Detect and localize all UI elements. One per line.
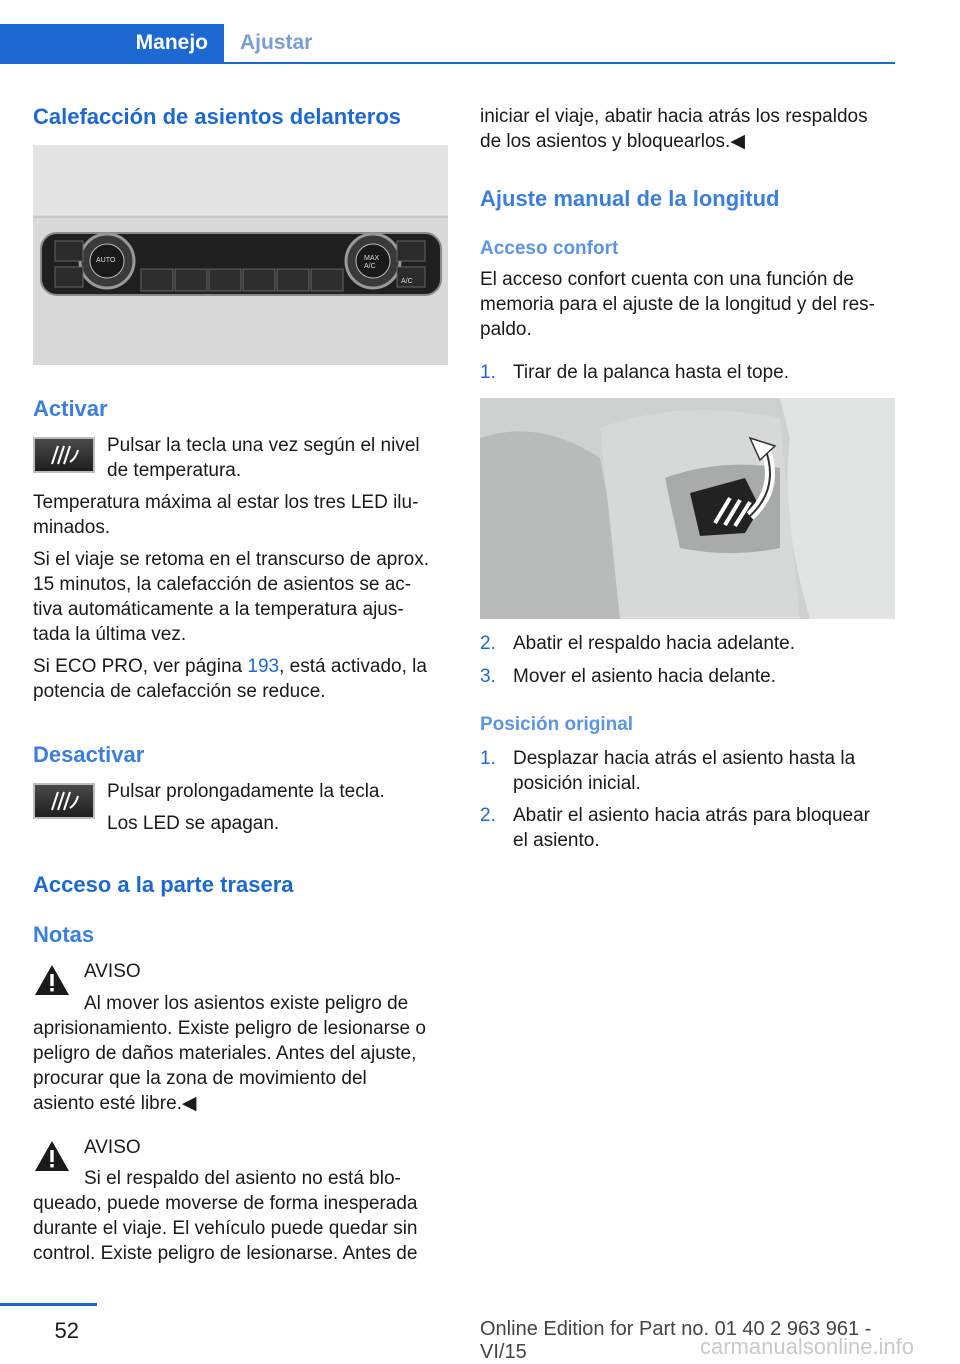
activate-p1b: minados. bbox=[33, 517, 111, 538]
edition-note: Online Edition for Part no. 01 40 2 963 961 - VI/15 bbox=[480, 1318, 872, 1363]
activate-p3b: potencia de calefacción se reduce. bbox=[33, 681, 326, 702]
auto-label: AUTO bbox=[96, 257, 116, 264]
tab-manejo[interactable]: Manejo bbox=[0, 24, 224, 62]
activate-p2a: Si el viaje se retoma en el transcurso de aprox. bbox=[33, 549, 430, 570]
warning1-d: procurar que la zona de movimiento del bbox=[33, 1068, 367, 1089]
activate-line2: de temperatura. bbox=[107, 460, 242, 481]
warning2-title: AVISO bbox=[84, 1137, 141, 1158]
warning2-c: durante el viaje. El vehículo puede quedar sin bbox=[33, 1218, 418, 1239]
seat-lever-photo bbox=[480, 398, 895, 619]
step-text: Abatir el respaldo hacia adelante. bbox=[513, 633, 796, 654]
seat-heating-button-icon-2 bbox=[33, 783, 95, 819]
chapter-tab-bar bbox=[0, 24, 895, 64]
watermark: carmanualsonline.info bbox=[700, 1334, 915, 1359]
seat-lever-illustration bbox=[480, 398, 895, 619]
warning-icon bbox=[33, 962, 71, 998]
warning2-d: control. Existe peligro de lesionarse. Antes de bbox=[33, 1243, 418, 1264]
heading-notas: Notas bbox=[33, 922, 95, 947]
climate-panel-illustration bbox=[33, 145, 448, 365]
seat-heating-button-icon bbox=[33, 437, 95, 473]
warning1-e: asiento esté libre.◀ bbox=[33, 1093, 197, 1114]
original-step1-a: Desplazar hacia atrás el asiento hasta la bbox=[513, 748, 856, 769]
activate-p3 bbox=[33, 654, 427, 679]
tab-ajustar[interactable]: Ajustar bbox=[240, 31, 313, 54]
step-text: Mover el asiento hacia delante. bbox=[513, 666, 776, 687]
activate-p2d: tada la última vez. bbox=[33, 624, 187, 645]
activate-line1: Pulsar la tecla una vez según el nivel bbox=[107, 435, 420, 456]
activate-p2c: tiva automáticamente a la temperatura ajus‐ bbox=[33, 599, 404, 620]
continued-b: de los asientos y bloquearlos.◀ bbox=[480, 131, 745, 152]
activate-p3-pre: Si ECO PRO, ver página bbox=[33, 656, 248, 677]
step-text: Tirar de la palanca hasta el tope. bbox=[513, 362, 790, 383]
page-link-193[interactable]: 193 bbox=[247, 656, 280, 677]
original-step2-b: el asiento. bbox=[513, 830, 600, 851]
comfort-c: paldo. bbox=[480, 319, 532, 340]
original-step2-a: Abatir el asiento hacia atrás para bloquear bbox=[513, 805, 871, 826]
footer-rule bbox=[0, 1303, 97, 1306]
activate-p1a: Temperatura máxima al estar los tres LED ilu‐ bbox=[33, 492, 419, 513]
warning1-b: aprisionamiento. Existe peligro de lesionarse o bbox=[33, 1018, 426, 1039]
heading-activar: Activar bbox=[33, 396, 108, 421]
comfort-b: memoria para el ajuste de la longitud y del res‐ bbox=[480, 294, 875, 315]
activate-p3-post: , está activado, la bbox=[279, 656, 427, 677]
original-step1-b: posición inicial. bbox=[513, 773, 641, 794]
section-title-heated-seats: Calefacción de asientos delanteros bbox=[33, 104, 402, 129]
heading-acceso-confort: Acceso confort bbox=[480, 238, 619, 259]
warning1-a: Al mover los asientos existe peligro de bbox=[84, 993, 409, 1014]
warning-icon bbox=[33, 1138, 71, 1174]
step-number: 1. bbox=[480, 748, 496, 769]
deactivate-line2: Los LED se apagan. bbox=[107, 813, 280, 834]
ac-label: A/C bbox=[401, 278, 413, 285]
comfort-a: El acceso confort cuenta con una función de bbox=[480, 269, 854, 290]
warning2-a: Si el respaldo del asiento no está blo‐ bbox=[84, 1168, 401, 1189]
heading-desactivar: Desactivar bbox=[33, 742, 145, 767]
warning1-title: AVISO bbox=[84, 961, 141, 982]
climate-panel-photo bbox=[33, 145, 448, 365]
max-ac-label: MAX A/C bbox=[364, 255, 380, 270]
warning1-c: peligro de daños materiales. Antes del ajuste, bbox=[33, 1043, 417, 1064]
step-number: 2. bbox=[480, 633, 496, 654]
deactivate-line1: Pulsar prolongadamente la tecla. bbox=[107, 781, 385, 802]
heading-posicion-original: Posición original bbox=[480, 714, 634, 735]
warning2-b: queado, puede moverse de forma inesperada bbox=[33, 1193, 418, 1214]
step-number: 2. bbox=[480, 805, 496, 826]
step-number: 3. bbox=[480, 666, 496, 687]
page-number: 52 bbox=[54, 1318, 79, 1343]
activate-p2b: 15 minutos, la calefacción de asientos se ac‐ bbox=[33, 574, 412, 595]
heading-rear-access: Acceso a la parte trasera bbox=[33, 872, 294, 897]
heading-manual-length: Ajuste manual de la longitud bbox=[480, 186, 780, 211]
step-number: 1. bbox=[480, 362, 496, 383]
continued-a: iniciar el viaje, abatir hacia atrás los respaldos bbox=[480, 106, 868, 127]
